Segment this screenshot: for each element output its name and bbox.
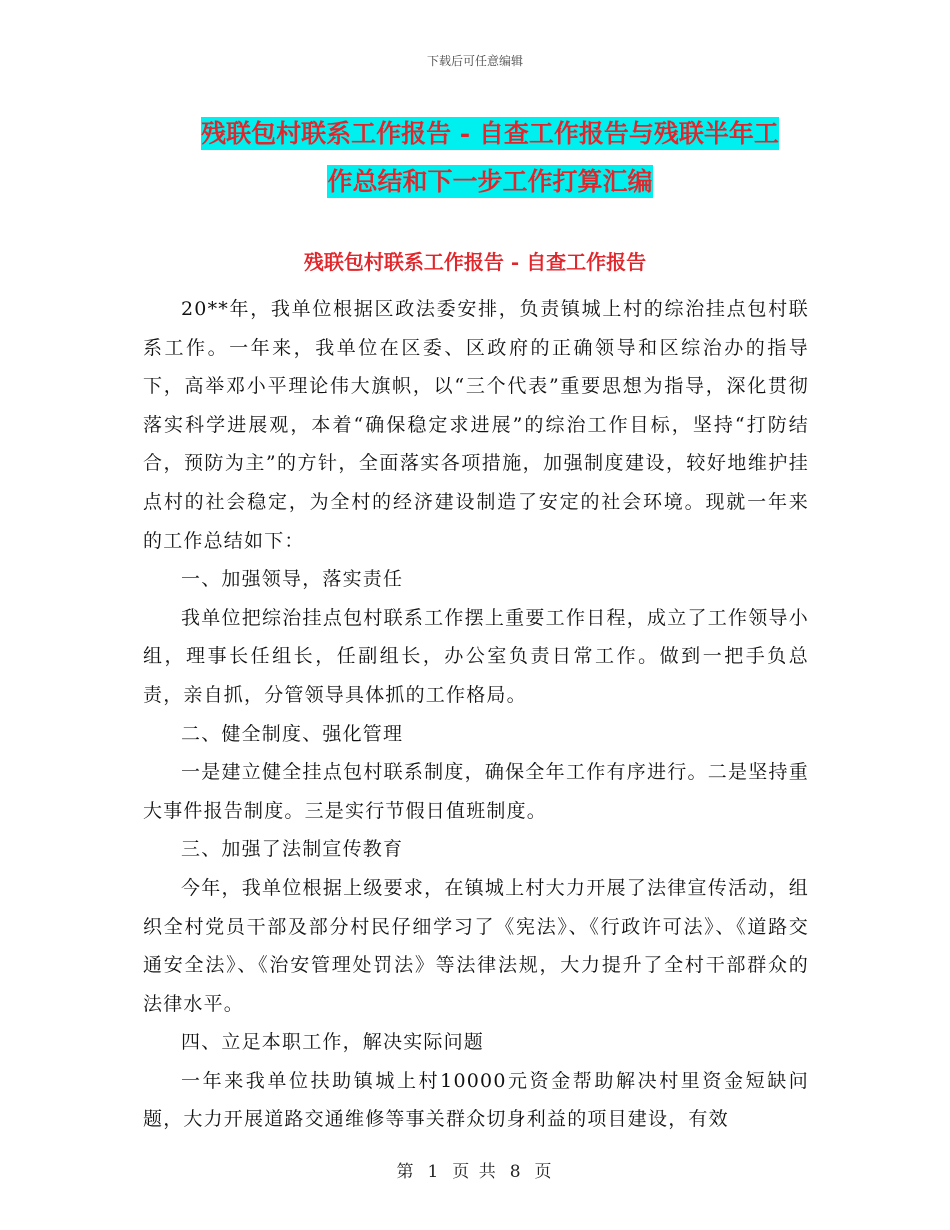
footer-prefix: 第 bbox=[396, 1162, 416, 1182]
heading-3: 三、加强了法制宣传教育 bbox=[181, 838, 404, 861]
paragraph-intro: 20**年，我单位根据区政法委安排，负责镇城上村的综治挂点包村联系工作。一年来，我单位在区委、区政府的正确领导和区综治办的指导下，高举邓小平理论伟大旗帜，以“三个代表”重要思想为指导，深化贯彻落实科学进展观，本着“确保稳定求进展”的综治工作目标，坚持“打防结合，预防为主”的方针，全面落实各项措施，加强制度建设，较好地维护挂点村的社会稳定，为全村的经济建设制造了安定的社会环境。现就一年来的工作总结如下： bbox=[143, 298, 809, 552]
page-header-note: 下载后可任意编辑 bbox=[426, 54, 523, 68]
footer-total-pages: 8 bbox=[509, 1162, 523, 1182]
paragraph-2: 一是建立健全挂点包村联系制度，确保全年工作有序进行。二是坚持重大事件报告制度。三是实行节假日值班制度。 bbox=[143, 761, 809, 822]
document-title-line-2: 作总结和下一步工作打算汇编 bbox=[327, 167, 653, 196]
heading-2: 二、健全制度、强化管理 bbox=[181, 722, 404, 745]
footer-suffix: 页 bbox=[534, 1162, 554, 1182]
footer-current-page: 1 bbox=[427, 1162, 441, 1182]
section-title: 残联包村联系工作报告 - 自查工作报告 bbox=[303, 250, 647, 274]
paragraph-4: 一年来我单位扶助镇城上村10000元资金帮助解决村里资金短缺问题，大力开展道路交通维修等事关群众切身利益的项目建设，有效 bbox=[143, 1069, 809, 1131]
document-title-line-1: 残联包村联系工作报告 - 自查工作报告与残联半年工 bbox=[201, 119, 779, 148]
document-body bbox=[143, 290, 809, 1139]
document-title bbox=[140, 110, 840, 206]
heading-4: 四、立足本职工作，解决实际问题 bbox=[181, 1031, 485, 1054]
heading-1: 一、加强领导，落实责任 bbox=[181, 568, 404, 591]
paragraph-1: 我单位把综治挂点包村联系工作摆上重要工作日程，成立了工作领导小组，理事长任组长，任副组长，办公室负责日常工作。做到一把手负总责，亲自抓，分管领导具体抓的工作格局。 bbox=[143, 606, 809, 706]
paragraph-3: 今年，我单位根据上级要求，在镇城上村大力开展了法律宣传活动，组织全村党员干部及部分村民仔细学习了《宪法》、《行政许可法》、《道路交通安全法》、《治安管理处罚法》等法律法规，大力提升了全村干部群众的法律水平。 bbox=[143, 876, 809, 1015]
footer-middle: 页 共 bbox=[452, 1162, 498, 1182]
page-footer bbox=[0, 1157, 950, 1182]
